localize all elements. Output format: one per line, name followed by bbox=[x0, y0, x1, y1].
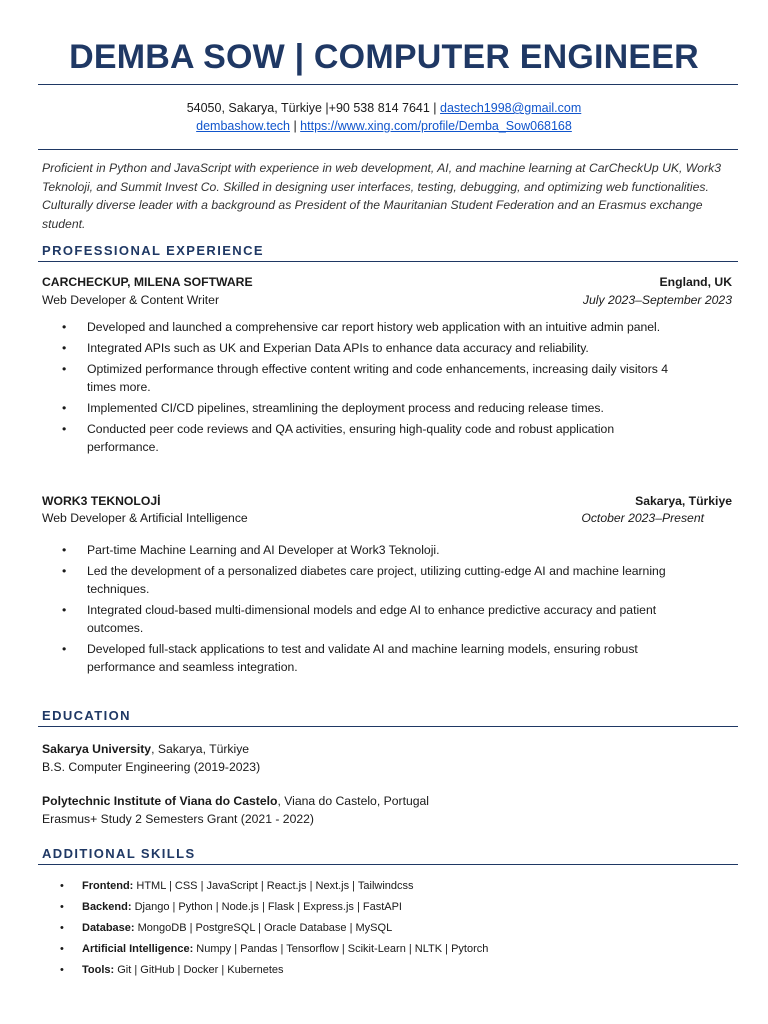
skill-values: Git | GitHub | Docker | Kubernetes bbox=[114, 964, 284, 976]
job-location: England, UK bbox=[659, 275, 732, 289]
skill-values: MongoDB | PostgreSQL | Oracle Database | MySQL bbox=[134, 922, 393, 934]
job-bullet-list bbox=[62, 318, 672, 459]
skill-category: Database: bbox=[82, 922, 135, 934]
skill-values: Django | Python | Node.js | Flask | Express.js | FastAPI bbox=[131, 901, 402, 913]
list-item: • Optimized performance through effective content writing and code enhancements, increasing daily visitors 4 times more. bbox=[62, 362, 669, 394]
list-item: • Integrated APIs such as UK and Experian Data APIs to enhance data accuracy and reliability. bbox=[62, 341, 589, 355]
experience-divider bbox=[38, 261, 738, 262]
job-organization: CARCHECKUP, MILENA SOFTWARE bbox=[42, 275, 253, 289]
skill-category: Backend: bbox=[82, 901, 132, 913]
section-heading-skills: ADDITIONAL SKILLS bbox=[42, 846, 196, 861]
xing-link[interactable]: https://www.xing.com/profile/Demba_Sow068168 bbox=[300, 119, 572, 133]
contact-line-2 bbox=[0, 117, 768, 135]
skills-list bbox=[60, 879, 660, 984]
list-item bbox=[60, 879, 660, 893]
contact-divider bbox=[38, 149, 738, 150]
bullet-icon: • bbox=[62, 564, 67, 578]
address-phone: 54050, Sakarya, Türkiye |+90 538 814 7641 | bbox=[186, 101, 441, 115]
bullet-icon: • bbox=[62, 422, 67, 436]
education-entry bbox=[42, 740, 260, 776]
section-heading-education: EDUCATION bbox=[42, 708, 131, 723]
list-item bbox=[60, 942, 660, 956]
list-item: • Part-time Machine Learning and AI Developer at Work3 Teknoloji. bbox=[62, 543, 440, 557]
contact-line-1 bbox=[0, 99, 768, 117]
list-item: • Integrated cloud-based multi-dimensional models and edge AI to enhance predictive accuracy and patient outcomes. bbox=[62, 603, 657, 635]
separator: | bbox=[289, 119, 301, 133]
bullet-icon: • bbox=[60, 964, 64, 976]
education-entry bbox=[42, 792, 429, 828]
bullet-icon: • bbox=[62, 603, 67, 617]
school-location: , Viana do Castelo, Portugal bbox=[277, 794, 429, 808]
bullet-icon: • bbox=[62, 543, 67, 557]
header-divider bbox=[38, 84, 738, 85]
job-location: Sakarya, Türkiye bbox=[635, 494, 732, 508]
bullet-icon: • bbox=[62, 362, 67, 376]
bullet-icon: • bbox=[62, 320, 67, 334]
list-item: • Conducted peer code reviews and QA activities, ensuring high-quality code and robust application performance. bbox=[62, 422, 615, 454]
education-divider bbox=[38, 726, 738, 727]
skill-category: Frontend: bbox=[82, 880, 134, 892]
job-organization: WORK3 TEKNOLOJİ bbox=[42, 494, 161, 508]
skill-category: Artificial Intelligence: bbox=[82, 943, 194, 955]
school-name: Polytechnic Institute of Viana do Castelo bbox=[42, 794, 278, 808]
summary-text: Proficient in Python and JavaScript with experience in web development, AI, and machine learning at CarCheckUp UK, Work3 Teknoloji, and Summit Invest Co. Skilled in designing user interfaces, testing, debugging, and optimizing web functionalities. Culturally diverse leader with a background as President of the Mauritanian Student Federation and an Erasmus exchange student. bbox=[42, 161, 722, 231]
job-bullet-list bbox=[62, 541, 672, 679]
job-dates: July 2023–September 2023 bbox=[582, 293, 732, 307]
job-title: Web Developer & Artificial Intelligence bbox=[42, 511, 248, 525]
bullet-icon: • bbox=[60, 922, 64, 934]
list-item: • Developed and launched a comprehensive car report history web application with an intuitive admin panel. bbox=[62, 320, 661, 334]
list-item: • Developed full-stack applications to test and validate AI and machine learning models, ensuring robust performance and seamless integration. bbox=[62, 642, 638, 674]
school-location: , Sakarya, Türkiye bbox=[151, 742, 250, 756]
bullet-icon: • bbox=[62, 341, 67, 355]
bullet-icon: • bbox=[60, 943, 64, 955]
school-name: Sakarya University bbox=[42, 742, 152, 756]
degree-detail: Erasmus+ Study 2 Semesters Grant (2021 - 2022) bbox=[42, 812, 314, 826]
section-heading-experience: PROFESSIONAL EXPERIENCE bbox=[42, 243, 264, 258]
bullet-icon: • bbox=[62, 401, 67, 415]
page-title: DEMBA SOW | COMPUTER ENGINEER bbox=[69, 38, 699, 76]
list-item: • Implemented CI/CD pipelines, streamlining the deployment process and reducing release times. bbox=[62, 401, 604, 415]
job-title: Web Developer & Content Writer bbox=[42, 293, 220, 307]
list-item bbox=[60, 963, 660, 977]
bullet-icon: • bbox=[60, 880, 64, 892]
job-dates: October 2023–Present bbox=[581, 511, 704, 525]
degree-detail: B.S. Computer Engineering (2019-2023) bbox=[42, 760, 261, 774]
website-link[interactable]: dembashow.tech bbox=[196, 119, 290, 133]
email-link[interactable]: dastech1998@gmail.com bbox=[440, 101, 582, 115]
skills-divider bbox=[38, 864, 738, 865]
list-item: • Led the development of a personalized diabetes care project, utilizing cutting-edge AI and machine learning techniques. bbox=[62, 564, 666, 596]
bullet-icon: • bbox=[60, 901, 64, 913]
bullet-icon: • bbox=[62, 642, 67, 656]
skill-values: Numpy | Pandas | Tensorflow | Scikit-Learn | NLTK | Pytorch bbox=[193, 943, 489, 955]
list-item bbox=[60, 900, 660, 914]
skill-category: Tools: bbox=[82, 964, 115, 976]
list-item bbox=[60, 921, 660, 935]
skill-values: HTML | CSS | JavaScript | React.js | Next.js | Tailwindcss bbox=[133, 880, 414, 892]
